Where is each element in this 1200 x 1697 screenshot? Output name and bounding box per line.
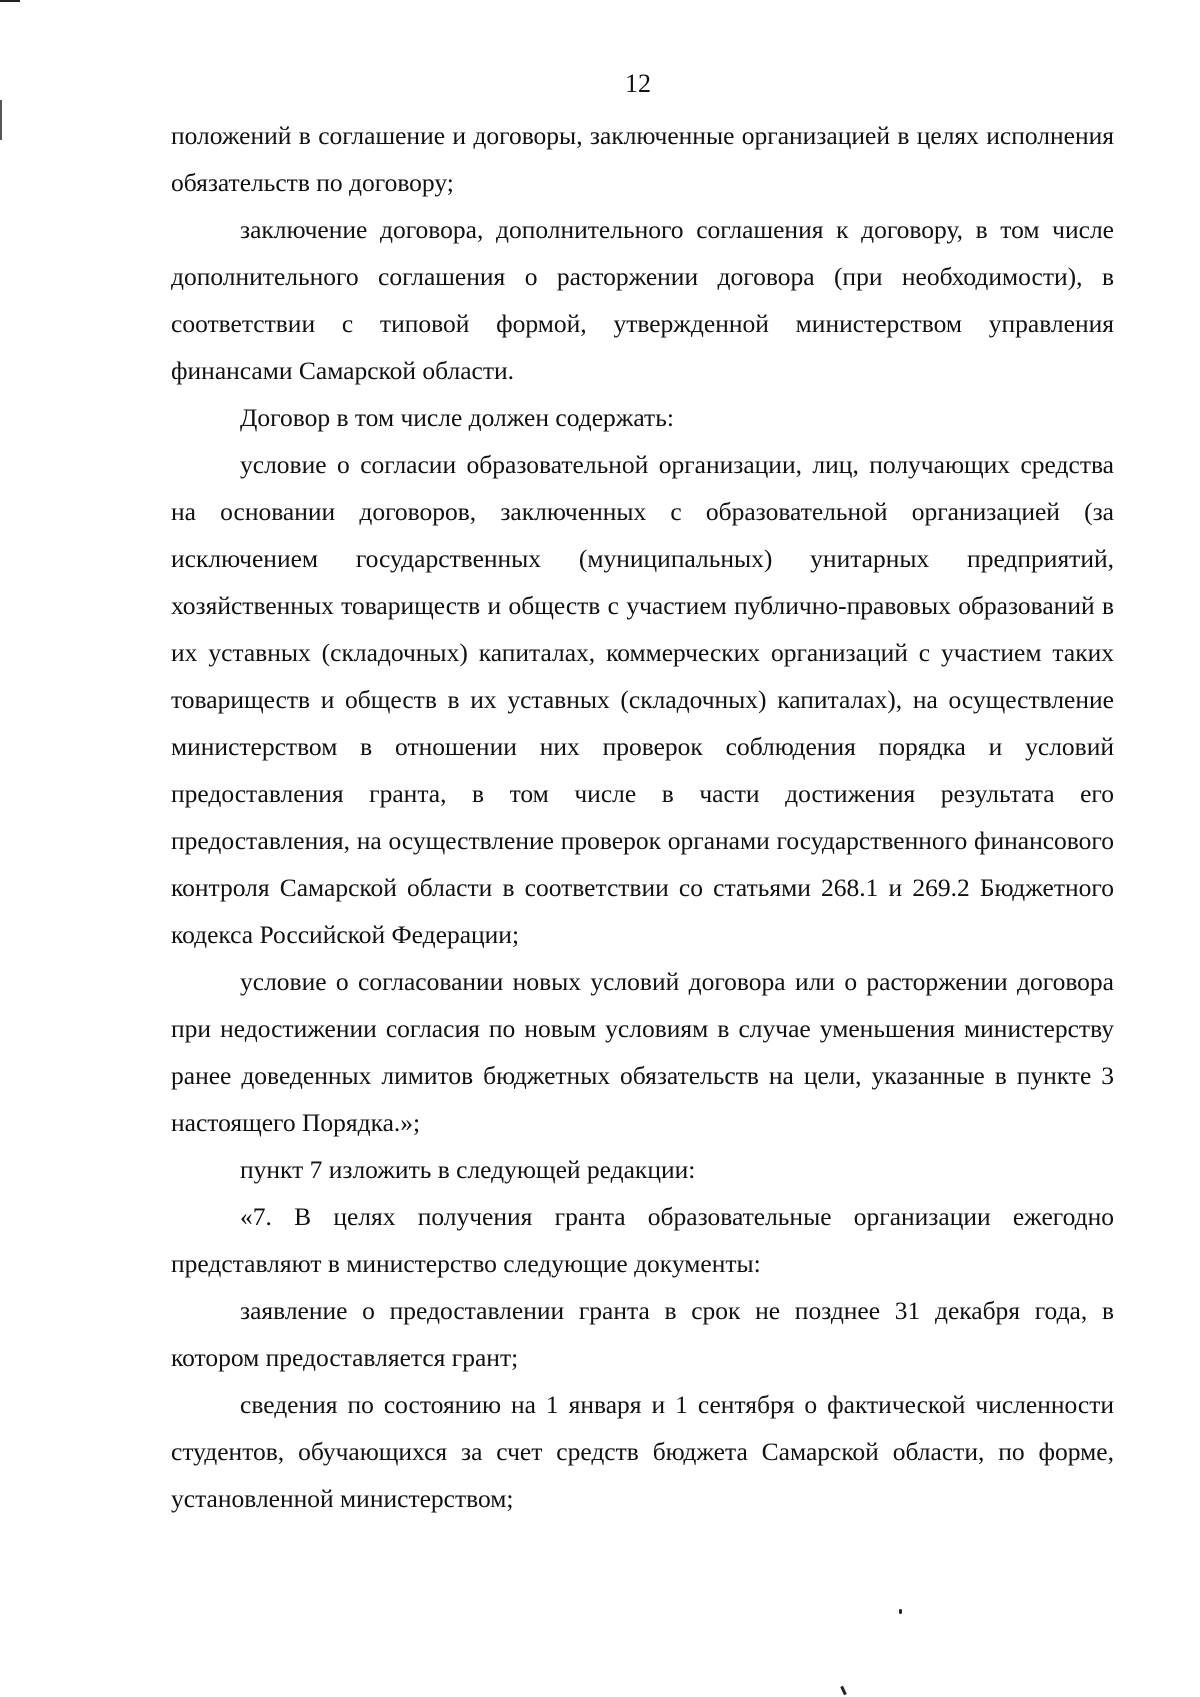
scan-dot (899, 1609, 902, 1614)
paragraph: условие о согласии образовательной организации, лиц, получающих средства на основании договоров, заключенных с образовательной организацией (за исключением государственных (муниципальных) унитарных предприятий, хозяйственных товариществ и обществ с участием публично-правовых образований в их уставных (складочных) капиталах, коммерческих организаций с участием таких товариществ и обществ в их уставных (складочных) капиталах), на осуществление министерством в отношении них проверок соблюдения порядка и условий предоставления гранта, в том числе в части достижения результата его предоставления, на осуществление проверок органами государственного финансового контроля Самарской области в соответствии со статьями 268.1 и 269.2 Бюджетного кодекса Российской Федерации; (171, 450, 1114, 949)
scan-edge-mark (0, 100, 2, 140)
paragraph: заключение договора, дополнительного соглашения к договору, в том числе дополнительного соглашения о расторжении договора (при необходимости), в соответствии с типовой формой, утвержденной министерством управления финансами Самарской области. (171, 215, 1114, 385)
page-number: 12 (625, 69, 651, 98)
scan-mark (840, 1686, 847, 1695)
paragraph: пункт 7 изложить в следующей редакции: (240, 1155, 696, 1184)
scan-edge-mark (0, 0, 20, 2)
paragraph: Договор в том числе должен содержать: (240, 403, 674, 432)
document-body (171, 112, 1114, 1522)
paragraph: «7. В целях получения гранта образовательные организации ежегодно представляют в министерство следующие документы: (171, 1202, 1114, 1278)
paragraph: положений в соглашение и договоры, заключенные организацией в целях исполнения обязательств по договору; (171, 121, 1114, 197)
paragraph: заявление о предоставлении гранта в срок не позднее 31 декабря года, в котором предоставляется грант; (171, 1296, 1114, 1372)
paragraph: условие о согласовании новых условий договора или о расторжении договора при недостижении согласия по новым условиям в случае уменьшения министерству ранее доведенных лимитов бюджетных обязательств на цели, указанные в пункте 3 настоящего Порядка.»; (171, 967, 1114, 1137)
paragraph: сведения по состоянию на 1 января и 1 сентября о фактической численности студентов, обучающихся за счет средств бюджета Самарской области, по форме, установленной министерством; (171, 1390, 1114, 1513)
